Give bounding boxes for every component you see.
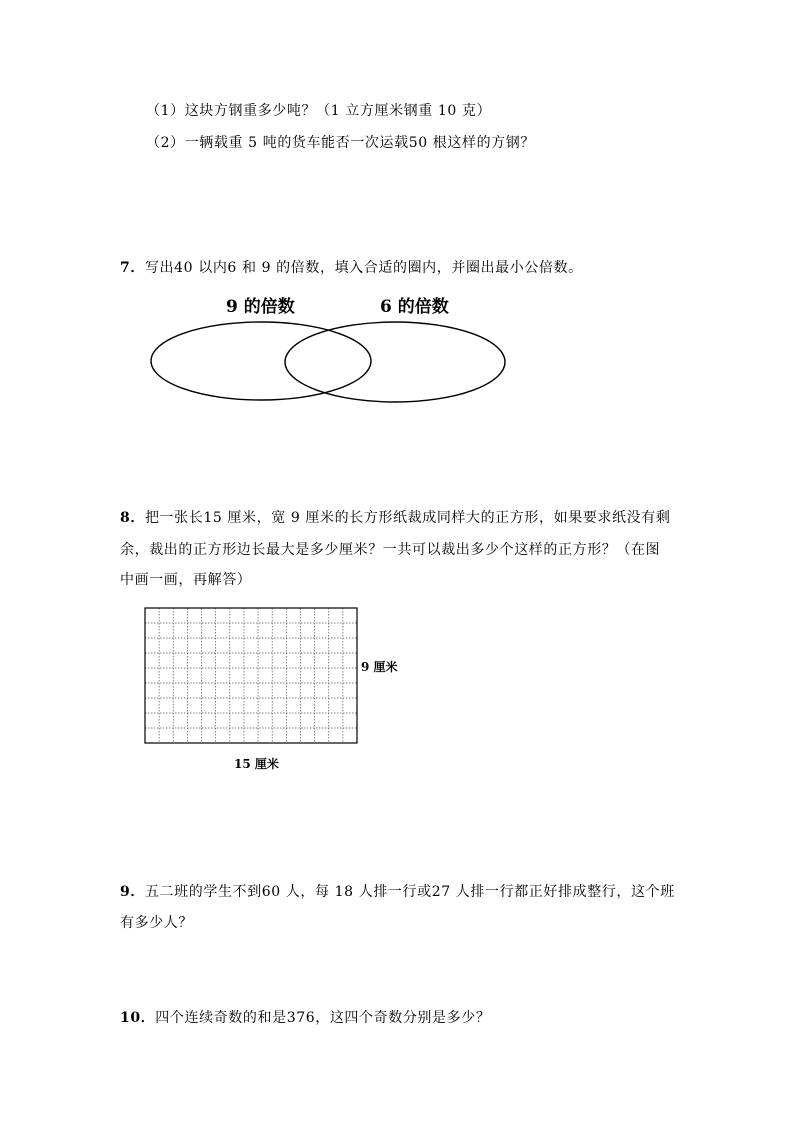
q9-text-line-1: 五二班的学生不到60 人，每 18 人排一行或27 人排一行都正好排成整行，这个班	[144, 884, 675, 900]
grid-width-label: 15 厘米	[234, 757, 279, 771]
q7-text: 写出40 以内6 和 9 的倍数，填入合适的圈内，并圈出最小公倍数。	[144, 260, 583, 276]
q10-number: 10．	[120, 1010, 156, 1026]
q7-number: 7．	[120, 260, 145, 276]
q8-question-line-2: 余，裁出的正方形边长最大是多少厘米？一共可以裁出多少个这样的正方形？（在图	[120, 542, 661, 558]
grid-lines	[145, 608, 357, 743]
q10-text: 四个连续奇数的和是376，这四个奇数分别是多少？	[155, 1010, 491, 1026]
venn-left-label: 9 的倍数	[226, 297, 295, 317]
q6-subquestion-2: （2）一辆载重 5 吨的货车能否一次运载50 根这样的方钢？	[146, 135, 535, 151]
q8-text-line-1: 把一张长15 厘米，宽 9 厘米的长方形纸裁成同样大的正方形，如果要求纸没有剩	[144, 510, 671, 526]
grid-border	[145, 608, 357, 743]
q8-number: 8．	[120, 510, 145, 526]
q6-subquestion-1: （1）这块方钢重多少吨？（1 立方厘米钢重 10 克）	[146, 103, 492, 119]
q9-question-line-1	[120, 882, 675, 902]
q10-question	[120, 1008, 490, 1028]
q8-question-line-3: 中画一画，再解答）	[120, 572, 252, 588]
venn-right-label: 6 的倍数	[380, 297, 449, 317]
grid-height-label: 9 厘米	[361, 660, 398, 674]
q9-question-line-2: 有多少人？	[120, 915, 193, 931]
q9-number: 9．	[120, 884, 145, 900]
